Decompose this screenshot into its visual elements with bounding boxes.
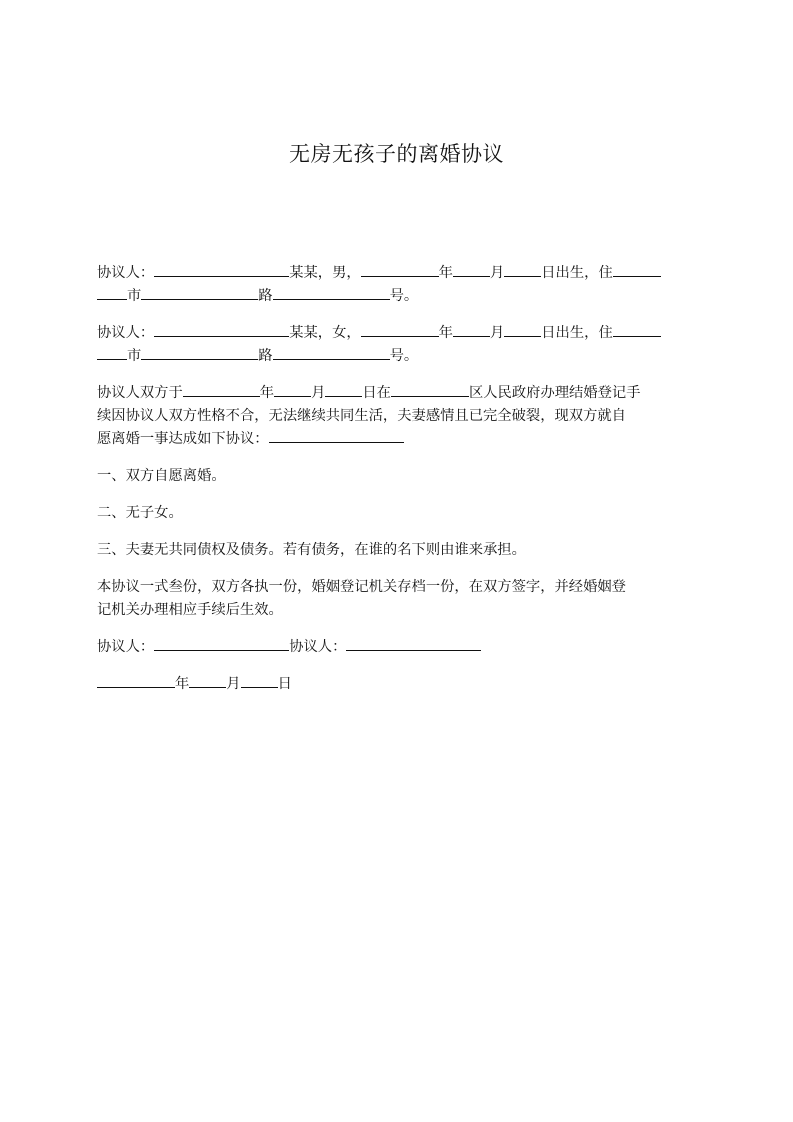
clause-1: 一、双方自愿离婚。 xyxy=(97,468,226,484)
party-1-month-label: 月 xyxy=(489,265,505,281)
party-2-address-blank-cont xyxy=(97,345,127,360)
intro-paragraph xyxy=(97,382,697,451)
party-1-city-label: 市 xyxy=(127,288,142,304)
party-2-name-suffix: 某某，女， xyxy=(289,325,361,341)
party-1-day-blank xyxy=(504,262,541,277)
party-1-year-label: 年 xyxy=(438,265,453,281)
marriage-day-label: 日在 xyxy=(362,385,391,401)
date-month-label: 月 xyxy=(226,676,241,692)
signature-line xyxy=(97,636,697,659)
party-1-year-blank xyxy=(361,262,439,277)
party-1-birth-label: 日出生，住 xyxy=(541,265,613,281)
party-1-address-blank xyxy=(613,262,661,277)
party-2-city-blank xyxy=(141,345,258,360)
party-1-name-blank xyxy=(154,262,289,277)
marriage-day-blank xyxy=(325,382,362,397)
party-1-name-suffix: 某某，男， xyxy=(289,265,361,281)
party-1-address-blank-cont xyxy=(97,285,127,300)
party-2-year-label: 年 xyxy=(438,325,453,341)
intro-line-2: 续因协议人双方性格不合，无法继续共同生活，夫妻感情且已完全破裂，现双方就自 xyxy=(97,408,626,424)
marriage-month-label: 月 xyxy=(311,385,326,401)
party-1-month-blank xyxy=(453,262,490,277)
marriage-year-blank xyxy=(183,382,260,397)
party-1-city-blank xyxy=(141,285,258,300)
party-1-number-label: 号。 xyxy=(389,288,419,304)
document-title: 无房无孩子的离婚协议 xyxy=(289,142,504,166)
date-year-label: 年 xyxy=(175,676,190,692)
date-month-blank xyxy=(189,673,226,688)
intro-trailing-blank xyxy=(269,428,404,443)
intro-line-3: 愿离婚一事达成如下协议： xyxy=(97,431,269,447)
closing-paragraph xyxy=(97,576,697,622)
district-blank xyxy=(391,382,469,397)
signature-blank-2 xyxy=(346,636,481,651)
intro-prefix: 协议人双方于 xyxy=(97,385,183,401)
date-day-blank xyxy=(241,673,278,688)
party-2-birth-label: 日出生，住 xyxy=(541,325,613,341)
party-1-label: 协议人： xyxy=(97,265,155,281)
party-2-month-label: 月 xyxy=(489,325,505,341)
date-year-blank xyxy=(97,673,175,688)
marriage-month-blank xyxy=(274,382,311,397)
party-2-address-blank xyxy=(613,322,661,337)
document-body xyxy=(97,262,697,710)
intro-line-1-tail: 区人民政府办理结婚登记手 xyxy=(468,385,641,401)
party-2-road-blank xyxy=(273,345,390,360)
closing-line-1: 本协议一式叁份，双方各执一份，婚姻登记机关存档一份，在双方签字，并经婚姻登 xyxy=(97,579,626,595)
signature-label-2: 协议人： xyxy=(289,639,347,655)
party-1-paragraph xyxy=(97,262,697,308)
party-2-road-label: 路 xyxy=(258,348,273,364)
clause-3: 三、夫妻无共同债权及债务。若有债务，在谁的名下则由谁来承担。 xyxy=(97,542,526,558)
party-2-year-blank xyxy=(361,322,439,337)
party-2-day-blank xyxy=(504,322,541,337)
date-line xyxy=(97,673,697,696)
signature-blank-1 xyxy=(154,636,289,651)
party-2-month-blank xyxy=(453,322,490,337)
party-1-road-label: 路 xyxy=(258,288,273,304)
party-2-city-label: 市 xyxy=(127,348,142,364)
date-day-label: 日 xyxy=(277,676,292,692)
closing-line-2: 记机关办理相应手续后生效。 xyxy=(97,602,283,618)
party-2-number-label: 号。 xyxy=(389,348,419,364)
marriage-year-label: 年 xyxy=(259,385,275,401)
signature-label-1: 协议人： xyxy=(97,639,155,655)
party-2-label: 协议人： xyxy=(97,325,155,341)
party-2-name-blank xyxy=(154,322,289,337)
party-1-road-blank xyxy=(273,285,390,300)
party-2-paragraph xyxy=(97,322,697,368)
clause-2: 二、无子女。 xyxy=(97,505,183,521)
